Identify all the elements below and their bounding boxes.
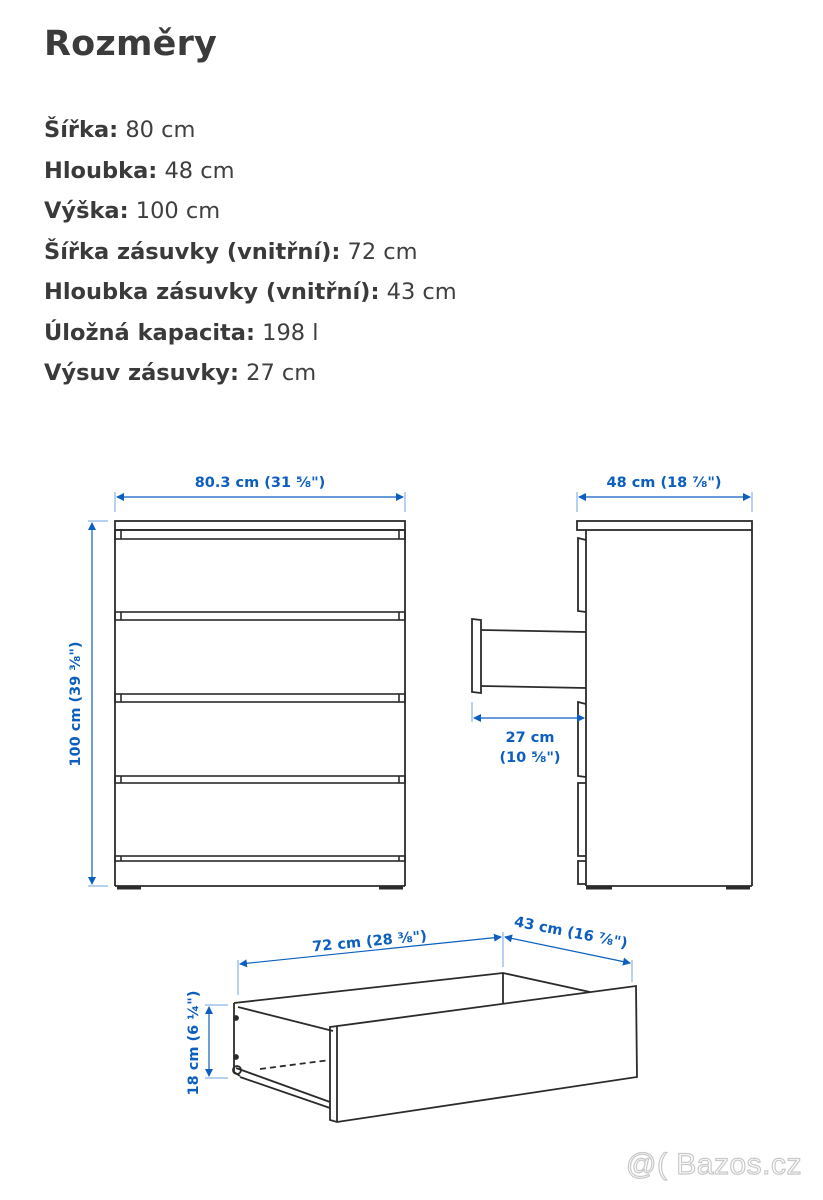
spec-label: Výška: <box>44 198 129 224</box>
spec-extension <box>44 353 457 394</box>
spec-label: Šířka zásuvky (vnitřní): <box>44 238 341 265</box>
extension-label-cm: 27 cm <box>505 730 555 746</box>
side-depth-label: 48 cm (18 ⅞") <box>606 475 722 491</box>
spec-width <box>44 110 457 151</box>
spec-height <box>44 191 457 232</box>
side-view <box>472 521 752 888</box>
spec-label: Úložná kapacita: <box>44 319 255 346</box>
watermark: @( Bazos.cz <box>626 1148 802 1181</box>
spec-drawer-width <box>44 232 457 273</box>
side-depth-dimension <box>577 475 752 512</box>
extension-dimension <box>472 702 584 766</box>
drawer-width-dimension <box>238 929 503 995</box>
front-height-label: 100 cm (39 ⅜") <box>68 641 84 767</box>
drawer-height-dimension <box>186 991 228 1096</box>
drawer-view <box>233 973 637 1122</box>
spec-value: 48 cm <box>164 157 235 184</box>
front-width-label: 80.3 cm (31 ⅝") <box>194 475 326 491</box>
spec-drawer-depth <box>44 272 457 313</box>
drawer-width-label: 72 cm (28 ⅜") <box>311 928 428 956</box>
drawer-height-label: 18 cm (6 ¼") <box>186 990 202 1096</box>
spec-value: 43 cm <box>386 279 457 305</box>
dimension-diagram <box>0 420 823 1140</box>
spec-value: 80 cm <box>125 117 196 143</box>
spec-value: 72 cm <box>347 238 418 265</box>
front-view <box>115 521 405 888</box>
spec-list <box>44 110 457 394</box>
spec-label: Výsuv zásuvky: <box>44 360 239 386</box>
spec-label: Hloubka: <box>44 157 158 184</box>
spec-value: 100 cm <box>135 198 221 224</box>
extension-label-in: (10 ⅝") <box>499 750 561 766</box>
spec-label: Hloubka zásuvky (vnitřní): <box>44 279 380 305</box>
drawer-depth-dimension <box>505 914 632 982</box>
spec-value: 27 cm <box>246 360 317 386</box>
spec-capacity <box>44 313 457 354</box>
page-title: Rozměry <box>44 24 218 64</box>
spec-value: 198 l <box>262 319 319 346</box>
front-height-dimension <box>68 521 108 886</box>
spec-depth <box>44 151 457 192</box>
spec-label: Šířka: <box>44 117 119 143</box>
drawer-depth-label: 43 cm (16 ⅞") <box>512 914 629 952</box>
front-width-dimension <box>115 475 405 512</box>
